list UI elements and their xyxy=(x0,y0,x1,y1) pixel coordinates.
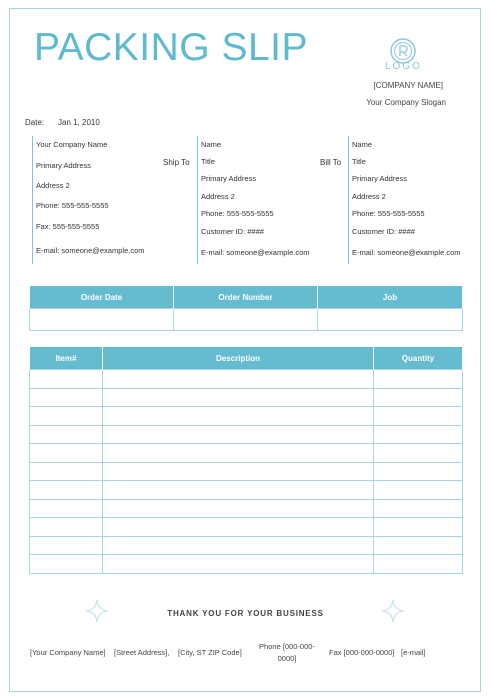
bill-to-line: Phone: 555-555-5555 xyxy=(352,209,425,218)
item-row xyxy=(30,481,463,500)
item-row xyxy=(30,444,463,463)
item-number-cell[interactable] xyxy=(30,444,103,463)
from-line: Primary Address xyxy=(36,161,92,170)
ship-to-line: Phone: 555-555-5555 xyxy=(201,209,274,218)
date-value: Jan 1, 2010 xyxy=(58,118,100,127)
order-table xyxy=(29,286,463,331)
item-number-cell[interactable] xyxy=(30,370,103,389)
item-number-cell[interactable] xyxy=(30,555,103,574)
description-cell[interactable] xyxy=(103,518,374,537)
quantity-cell[interactable] xyxy=(374,481,463,500)
item-number-cell[interactable] xyxy=(30,481,103,500)
description-cell[interactable] xyxy=(103,407,374,426)
item-number-cell[interactable] xyxy=(30,462,103,481)
footer-company: [Your Company Name] xyxy=(30,648,106,657)
bill-to-line: E-mail: someone@example.com xyxy=(352,248,461,257)
quantity-cell[interactable] xyxy=(374,407,463,426)
bill-to-line: Name xyxy=(352,140,373,149)
bill-to-line: Title xyxy=(352,157,366,166)
item-row xyxy=(30,370,463,389)
order-table-header-row xyxy=(30,286,463,309)
quantity-cell[interactable] xyxy=(374,444,463,463)
footer-street: [Street Address], xyxy=(114,648,170,657)
description-cell[interactable] xyxy=(103,388,374,407)
ship-to-divider xyxy=(197,136,198,264)
from-line: Fax: 555-555-5555 xyxy=(36,222,100,231)
quantity-header: Quantity xyxy=(374,347,463,370)
item-number-cell[interactable] xyxy=(30,536,103,555)
item-row xyxy=(30,555,463,574)
description-header: Description xyxy=(103,347,374,370)
bill-to-divider xyxy=(348,136,349,264)
items-table-header-row xyxy=(30,347,463,370)
item-row xyxy=(30,425,463,444)
description-cell[interactable] xyxy=(103,555,374,574)
quantity-cell[interactable] xyxy=(374,499,463,518)
order-table-row xyxy=(30,309,463,331)
description-cell[interactable] xyxy=(103,499,374,518)
order-number-cell[interactable] xyxy=(174,309,318,331)
from-line: Phone: 555-555-5555 xyxy=(36,201,109,210)
item-row xyxy=(30,407,463,426)
description-cell[interactable] xyxy=(103,462,374,481)
item-row xyxy=(30,388,463,407)
item-row xyxy=(30,518,463,537)
from-line: Address 2 xyxy=(36,181,70,190)
description-cell[interactable] xyxy=(103,481,374,500)
company-name: [COMPANY NAME] xyxy=(373,81,443,90)
footer-city: [City, ST ZIP Code] xyxy=(178,648,242,657)
date-label: Date: xyxy=(25,118,45,127)
item-number-cell[interactable] xyxy=(30,388,103,407)
quantity-cell[interactable] xyxy=(374,462,463,481)
quantity-cell[interactable] xyxy=(374,388,463,407)
quantity-cell[interactable] xyxy=(374,555,463,574)
ship-to-line: E-mail: someone@example.com xyxy=(201,248,310,257)
ship-to-line: Title xyxy=(201,157,215,166)
order-date-header: Order Date xyxy=(30,286,174,309)
from-line: Your Company Name xyxy=(36,140,108,149)
description-cell[interactable] xyxy=(103,444,374,463)
order-date-cell[interactable] xyxy=(30,309,174,331)
item-number-cell[interactable] xyxy=(30,425,103,444)
description-cell[interactable] xyxy=(103,425,374,444)
from-divider xyxy=(32,136,33,264)
ship-to-line: Customer ID: #### xyxy=(201,227,264,236)
footer-phone xyxy=(255,642,319,663)
bill-to-label: Bill To xyxy=(320,158,342,167)
ship-to-label: Ship To xyxy=(163,158,190,167)
items-table xyxy=(29,347,463,574)
quantity-cell[interactable] xyxy=(374,536,463,555)
job-header: Job xyxy=(318,286,463,309)
description-cell[interactable] xyxy=(103,370,374,389)
item-number-cell[interactable] xyxy=(30,518,103,537)
footer-phone-line: 0000] xyxy=(277,654,297,663)
ship-to-line: Name xyxy=(201,140,222,149)
item-row xyxy=(30,536,463,555)
bill-to-line: Address 2 xyxy=(352,192,386,201)
item-row xyxy=(30,462,463,481)
logo-text: LOGO xyxy=(385,61,422,72)
item-number-cell[interactable] xyxy=(30,499,103,518)
item-number-header: Item# xyxy=(30,347,103,370)
description-cell[interactable] xyxy=(103,536,374,555)
bill-to-line: Primary Address xyxy=(352,174,408,183)
job-cell[interactable] xyxy=(318,309,463,331)
footer-fax: Fax [000-000-0000] xyxy=(329,648,395,657)
quantity-cell[interactable] xyxy=(374,518,463,537)
bill-to-line: Customer ID: #### xyxy=(352,227,415,236)
item-row xyxy=(30,499,463,518)
quantity-cell[interactable] xyxy=(374,370,463,389)
footer-email: [e-mail] xyxy=(401,648,426,657)
quantity-cell[interactable] xyxy=(374,425,463,444)
item-number-cell[interactable] xyxy=(30,407,103,426)
ship-to-line: Primary Address xyxy=(201,174,257,183)
footer-phone-line: Phone [000-000- xyxy=(259,642,315,651)
order-number-header: Order Number xyxy=(174,286,318,309)
thank-you-message: THANK YOU FOR YOUR BUSINESS xyxy=(167,609,324,618)
from-line: E-mail: someone@example.com xyxy=(36,246,145,255)
company-slogan: Your Company Slogan xyxy=(366,98,446,107)
ship-to-line: Address 2 xyxy=(201,192,235,201)
document-title: PACKING SLIP xyxy=(34,26,309,69)
